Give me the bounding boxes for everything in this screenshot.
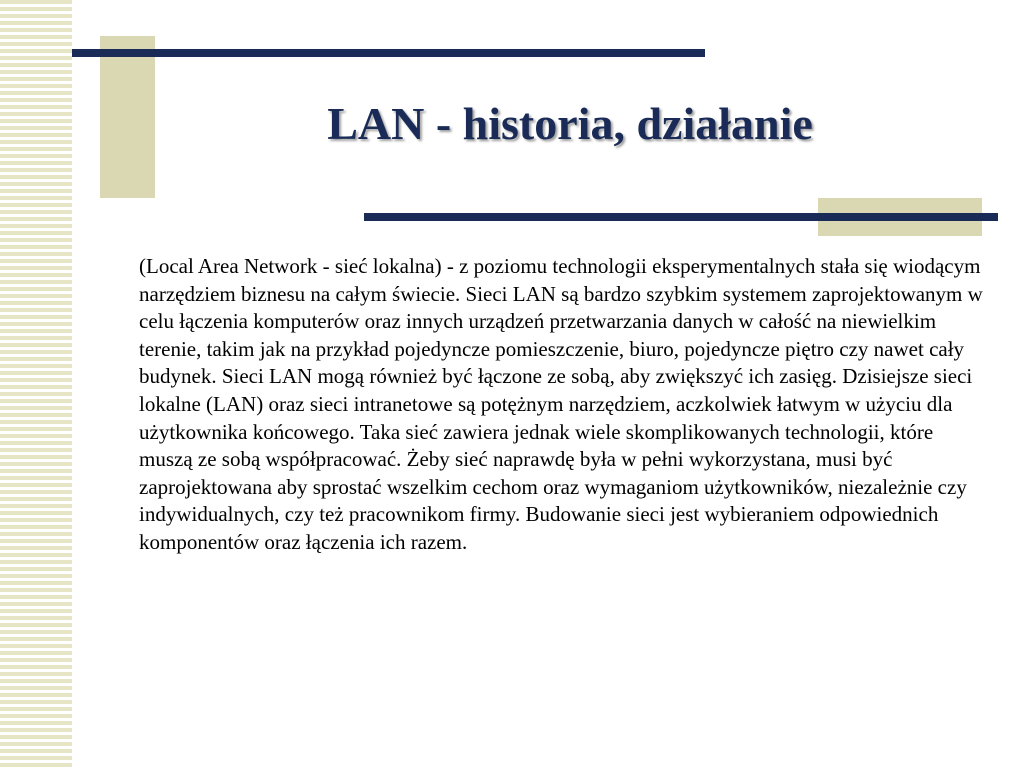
title-rule-bottom — [364, 213, 998, 221]
slide-body-text: (Local Area Network - sieć lokalna) - z poziomu technologii eksperymentalnych stała się wiodącym narzędziem biznesu na całym świecie. Sieci LAN są bardzo szybkim systemem zaprojektowanym w celu łączenia komputerów oraz innych urządzeń przetwarzania danych w całość na niewielkim terenie, takim jak na przykład pojedyncze pomieszczenie, biuro, pojedyncze piętro czy nawet cały budynek. Sieci LAN mogą również być łączone ze sobą, aby zwiększyć ich zasięg. Dzisiejsze sieci lokalne (LAN) oraz sieci intranetowe są potężnym narzędziem, aczkolwiek łatwym w użyciu dla użytkownika końcowego. Taka sieć zawiera jednak wiele skomplikowanych technologii, które muszą ze sobą współpracować. Żeby sieć naprawdę była w pełni wykorzystana, musi być zaprojektowana aby sprostać wszelkim cechom oraz wymaganiom użytkowników, niezależnie czy indywidualnych, czy też pracownikom firmy. Budowanie sieci jest wybieraniem odpowiednich komponentów oraz łączenia ich razem. — [139, 254, 983, 554]
slide-title: LAN - historia, działanie — [327, 98, 813, 149]
striped-side-decoration — [0, 0, 72, 768]
title-rule-top — [72, 49, 705, 57]
accent-block-top — [100, 36, 155, 198]
